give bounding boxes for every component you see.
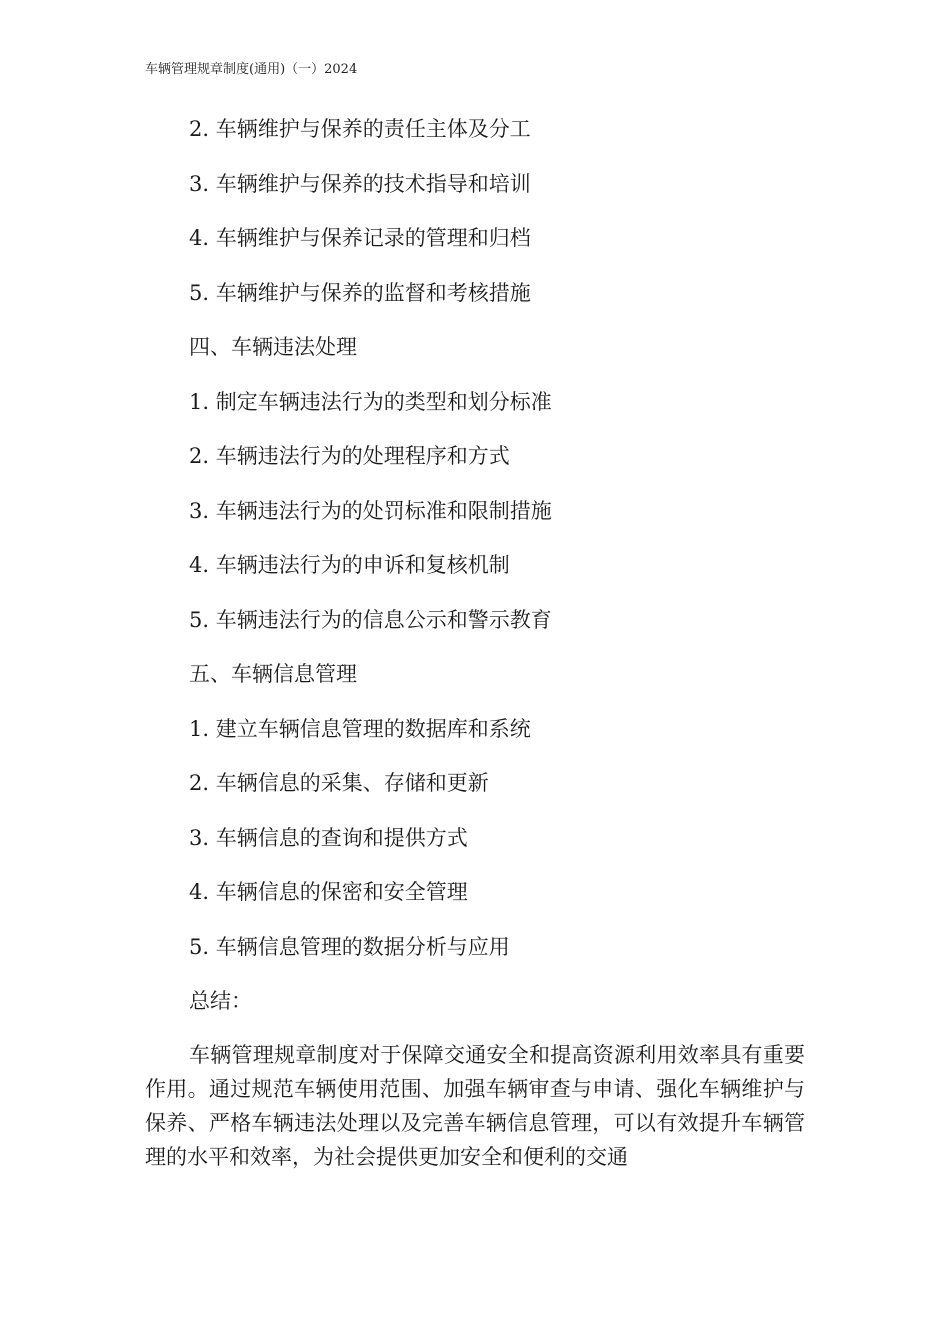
list-item-info-3: 3. 车辆信息的查询和提供方式 — [189, 825, 468, 850]
list-item-info-1: 1. 建立车辆信息管理的数据库和系统 — [189, 716, 531, 741]
list-item-maintenance-2: 2. 车辆维护与保养的责任主体及分工 — [189, 117, 531, 141]
list-item-violations-1: 1. 制定车辆违法行为的类型和划分标准 — [189, 389, 552, 414]
list-item-maintenance-3: 3. 车辆维护与保养的技术指导和培训 — [189, 171, 531, 196]
list-item-maintenance-5: 5. 车辆维护与保养的监督和考核措施 — [189, 280, 531, 305]
list-item-info-4: 4. 车辆信息的保密和安全管理 — [189, 880, 468, 904]
list-item-info-2: 2. 车辆信息的采集、存储和更新 — [189, 771, 489, 795]
list-item-violations-5: 5. 车辆违法行为的信息公示和警示教育 — [189, 607, 552, 632]
list-item-violations-4: 4. 车辆违法行为的申诉和复核机制 — [189, 553, 510, 577]
document-body — [145, 102, 805, 1174]
summary-heading: 总结： — [189, 989, 252, 1013]
list-item-violations-3: 3. 车辆违法行为的处罚标准和限制措施 — [189, 498, 552, 523]
summary-paragraph: 车辆管理规章制度对于保障交通安全和提高资源利用效率具有重要作用。通过规范车辆使用范围、加强车辆审查与申请、强化车辆维护与保养、严格车辆违法处理以及完善车辆信息管理，可以有效提升车辆管理的水平和效率，为社会提供更加安全和便利的交通 — [145, 1042, 805, 1169]
section-heading-violations: 四、车辆违法处理 — [189, 335, 357, 359]
section-heading-info-management: 五、车辆信息管理 — [189, 662, 357, 686]
page-header: 车辆管理规章制度(通用)（一）2024 — [145, 62, 358, 77]
list-item-info-5: 5. 车辆信息管理的数据分析与应用 — [189, 934, 510, 959]
list-item-maintenance-4: 4. 车辆维护与保养记录的管理和归档 — [189, 226, 531, 250]
list-item-violations-2: 2. 车辆违法行为的处理程序和方式 — [189, 444, 510, 468]
